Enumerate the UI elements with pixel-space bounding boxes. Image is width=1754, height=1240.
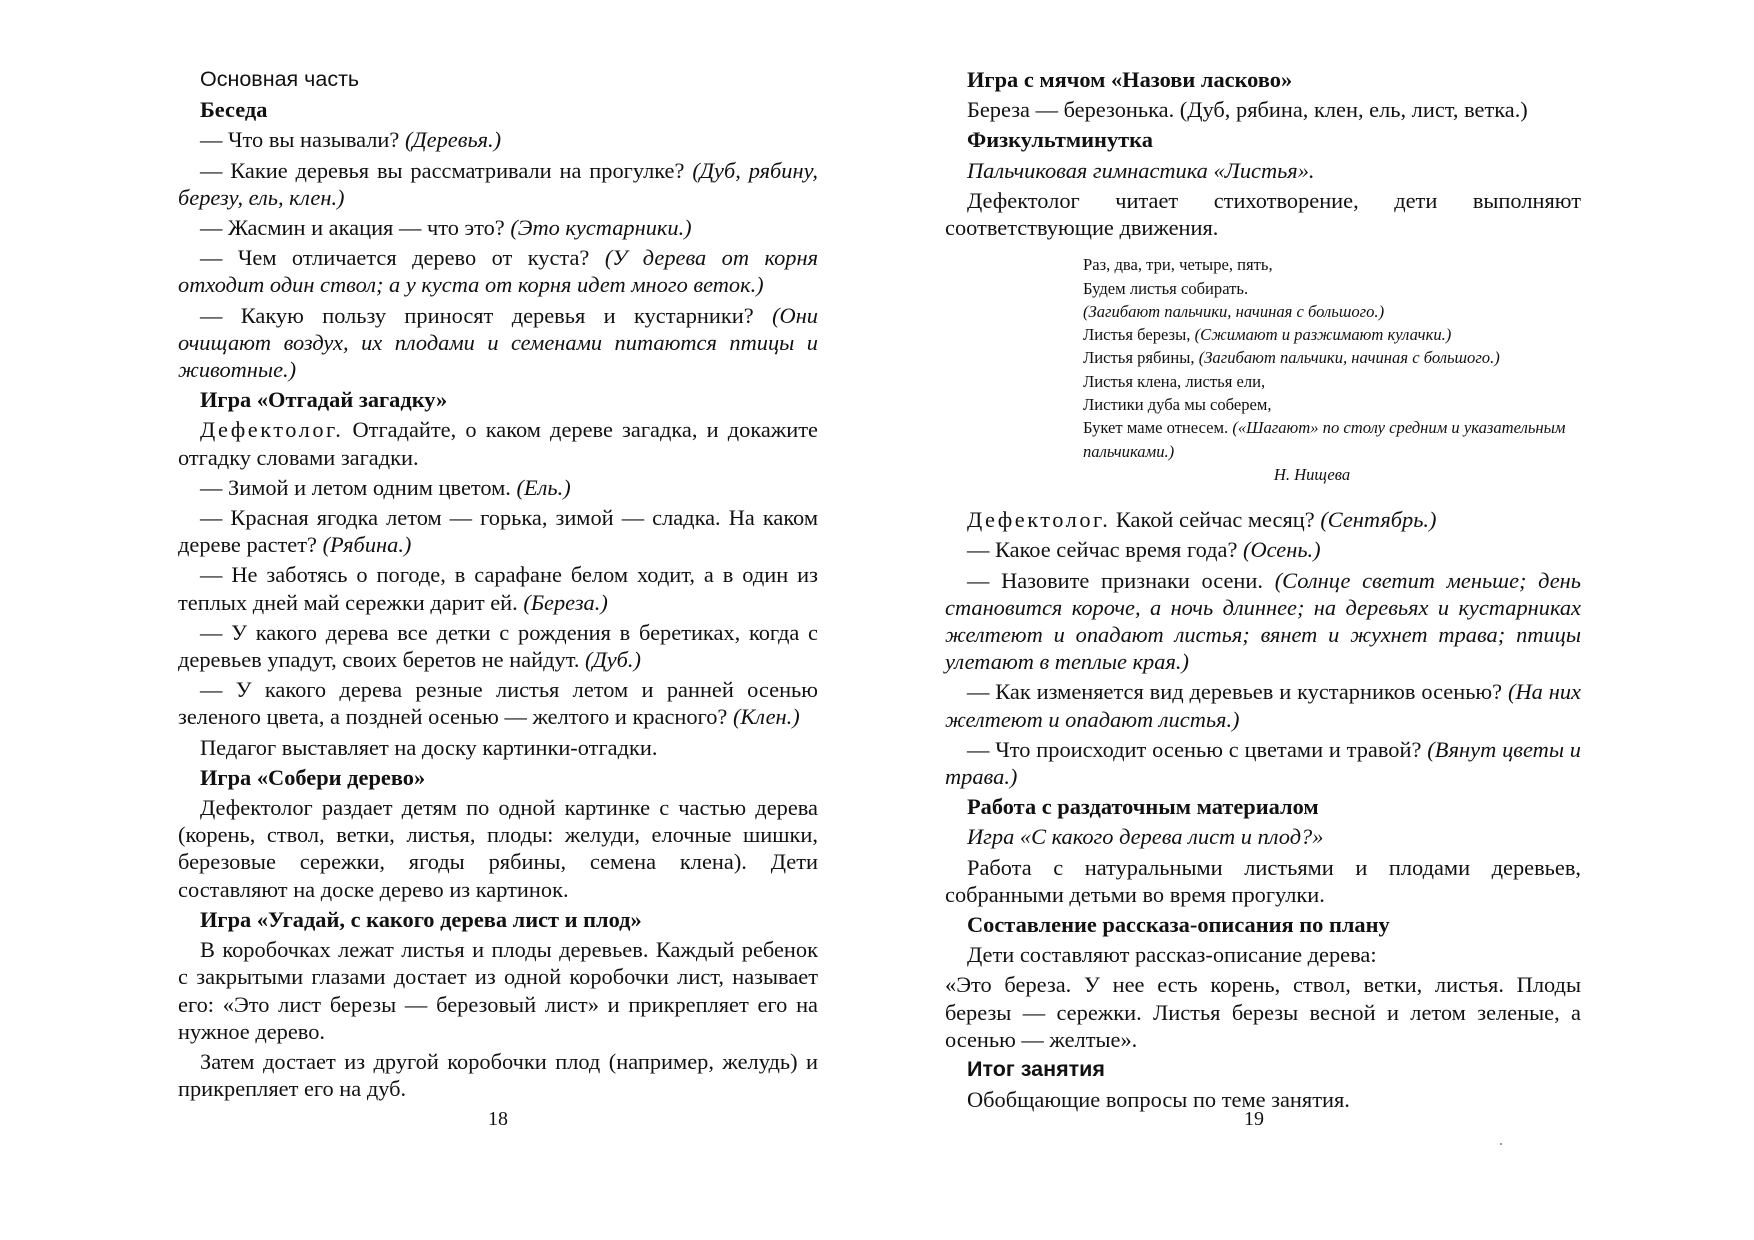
dialogue-item: — Какое сейчас время года? (Осень.)	[967, 537, 1321, 563]
handout-heading: Работа с раздаточным материалом	[967, 794, 1319, 820]
section-title: Основная часть	[200, 67, 360, 91]
dialogue-item: — Что происходит осенью с цветами и травой? (Вянут цветы и трава.)	[945, 736, 1581, 790]
poem-line: Букет маме отнесем. («Шагают» по столу средним и указательным пальчиками.)	[1083, 418, 1566, 461]
dialogue-item: — Как изменяется вид деревьев и кустарников осенью? (На них желтеют и опадают листья.)	[945, 679, 1581, 732]
page-number-left: 18	[488, 1108, 508, 1130]
riddle-item: — У какого дерева резные листья летом и ранней осенью зеленого цвета, а поздней осенью — желтого и красного? (Клен.)	[178, 677, 818, 730]
left-page	[178, 66, 818, 1105]
poem-line: Листья березы, (Сжимают и разжимают кулачки.)	[1083, 325, 1452, 345]
exercise-text: Дефектолог читает стихотворение, дети выполняют соответствующие движения.	[945, 187, 1581, 241]
speaker-label: Дефектолог.	[200, 417, 344, 443]
story-heading: Составление рассказа-описания по плану	[967, 912, 1390, 938]
poem	[1083, 253, 1581, 486]
assemble-game-text: Дефектолог раздает детям по одной картинке с частью дерева (корень, ствол, ветки, листья, плоды: желуди, елочные шишки, березовые сережки, ягоды рябины, семена клена). Дети составляют на доске дерево из картинок.	[178, 795, 818, 902]
handout-subheading: Игра «С какого дерева лист и плод?»	[967, 824, 1324, 850]
guess-game-paragraph: Затем достает из другой коробочки плод (например, желудь) и прикрепляет его на дуб.	[178, 1048, 818, 1102]
qa-item: — Чем отличается дерево от куста? (У дерева от корня отходит один ствол; а у куста от корня идет много веток.)	[178, 245, 818, 298]
riddle-game-heading: Игра «Отгадай загадку»	[200, 387, 448, 413]
speaker-label: Дефектолог.	[967, 507, 1111, 533]
qa-item: — Какие деревья вы рассматривали на прогулке? (Дуб, рябину, березу, ель, клен.)	[178, 157, 818, 210]
exercise-heading: Физкультминутка	[967, 127, 1153, 153]
poem-line: Листья рябины, (Загибают пальчики, начиная с большого.)	[1083, 348, 1500, 368]
summary-heading: Итог занятия	[967, 1057, 1105, 1082]
riddle-item: — Зимой и летом одним цветом. (Ель.)	[200, 474, 571, 500]
story-text: Дети составляют рассказ-описание дерева:	[967, 942, 1377, 968]
guess-game-heading: Игра «Угадай, с какого дерева лист и плод»	[200, 906, 642, 932]
dialogue-item: Дефектолог. Какой сейчас месяц? (Сентябрь.)	[967, 507, 1437, 533]
poem-author: Н. Нищева	[1273, 464, 1351, 484]
riddle-item: — Красная ягодка летом — горька, зимой — сладка. На каком дереве растет? (Рябина.)	[178, 505, 818, 558]
riddle-intro: Дефектолог. Отгадайте, о каком дереве загадка, и докажите отгадку словами загадки.	[178, 417, 818, 470]
page-number-right: 19	[1244, 1108, 1264, 1130]
right-page	[945, 66, 1581, 1116]
assemble-game-heading: Игра «Собери дерево»	[200, 764, 426, 790]
summary-text: Обобщающие вопросы по теме занятия.	[967, 1087, 1350, 1113]
scan-speck	[1500, 1143, 1502, 1145]
ball-game-heading: Игра с мячом «Назови ласково»	[967, 67, 1293, 92]
riddle-item: — Не заботясь о погоде, в сарафане белом ходит, а в один из теплых дней май сережки дарит ей. (Береза.)	[178, 562, 818, 615]
dialogue-item: — Назовите признаки осени. (Солнце светит меньше; день становится короче, а ночь длиннее; на деревьях и кустарниках желтеют и опадают листья; вянет и жухнет трава; птицы улетают в теплые края.)	[945, 567, 1581, 675]
riddle-item: — У какого дерева все детки с рождения в беретиках, когда с деревьев упадут, своих беретов не найдут. (Дуб.)	[178, 619, 818, 673]
qa-item: — Какую пользу приносят деревья и кустарники? (Они очищают воздух, их плодами и семенами питаются птицы и животные.)	[178, 302, 818, 383]
conversation-heading: Беседа	[200, 97, 268, 123]
poem-line: Листики дуба мы соберем,	[1083, 395, 1272, 414]
poem-line: Листья клена, листья ели,	[1083, 371, 1266, 391]
poem-line: Будем листья собирать.	[1083, 278, 1249, 298]
guess-game-paragraph: В коробочках лежат листья и плоды деревьев. Каждый ребенок с закрытыми глазами достает из одной коробочки лист, называет его: «Это лист березы — березовый лист» и прикрепляет его на нужное дерево.	[178, 937, 818, 1044]
qa-item: — Что вы называли? (Деревья.)	[200, 127, 502, 153]
riddle-note: Педагог выставляет на доску картинки-отгадки.	[200, 734, 658, 760]
story-quote: «Это береза. У нее есть корень, ствол, ветки, листья. Плоды березы — сережки. Листья березы весной и летом зеленые, а осенью — желтые».	[945, 972, 1581, 1052]
exercise-subheading: Пальчиковая гимнастика «Листья».	[967, 157, 1315, 183]
poem-line: (Загибают пальчики, начиная с большого.)	[1083, 301, 1385, 321]
handout-text: Работа с натуральными листьями и плодами деревьев, собранными детьми во время прогулки.	[945, 854, 1581, 907]
qa-item: — Жасмин и акация — что это? (Это кустарники.)	[200, 215, 692, 241]
poem-line: Раз, два, три, четыре, пять,	[1083, 255, 1273, 275]
ball-game-text: Береза — березонька. (Дуб, рябина, клен, ель, лист, ветка.)	[967, 97, 1528, 123]
